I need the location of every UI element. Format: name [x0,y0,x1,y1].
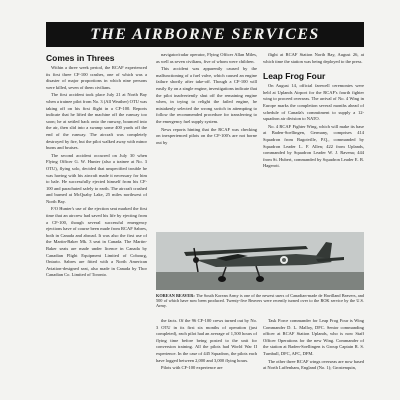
article-paragraph: Within a three week period, the RCAF experienced its first three CF-100 crashes, one of which was a disaster of major proportions in which nine persons were killed, seven of them civilians. [46,65,147,90]
article-paragraph: News reports hinting that the RCAF was checking on inexperienced pilots on the CF-100's are not borne out by [156,126,257,145]
article-paragraph: Task Force commander for Leap Frog Four is Wing Commander D. L. Malloy, DFC. Senior commanding officer at RCAF Station Uplands, who is now Staff Officer Operations for the new Wing. Commander of the station at Baden-Soellingen is Group Captain R. S. Turnbull, DFC, AFC, DFM. [263,318,364,356]
article-paragraph: The second accident occurred on July 30 when Flying Officer G. W. Hunter (also a trainee at No. 3 OTU), flying solo, decided that unspecified trouble he was having with his aircraft made it necessary for him to bale. He successfully ejected himself from his CF-100 and parachuted safely to earth. The aircraft crashed and burned at McQuaby Lake, 25 miles northwest of North Bay. [46,152,147,204]
article-heading: Comes in Threes [46,53,115,63]
section-title: THE AIRBORNE SERVICES [90,25,320,43]
article-paragraph: the facts. Of the 96 CF-100 crews turned out by No. 3 OTU in its first six months of operation (just completed), each pilot had an average of 1,500 hours of flying time before being posted to the unit for conversion training. All the pilots had World War II experience. In the case of 445 Squadron, the pilots each have logged between 2,000 and 3,000 flying hours. [156,318,257,363]
column-1 [46,52,147,400]
caption-lead: KOREAN BEAVER: [156,293,195,298]
column-2 [156,52,257,232]
section-banner [46,22,364,47]
article-paragraph: The first accident took place July 21 at North Bay when a trainee pilot from No. 3 (All Weather) OTU was taking off on his first flight in a CF-100. Reports indicate that he lifted the machine off the runway too soon; he at settled back onto the runway, bounced into the air, then slid into a swamp some 400 yards off the end of the runway. The aircraft was completely destroyed by fire, but the pilot walked away with minor burns and bruises. [46,92,147,151]
article-paragraph: Pilots with CF-100 experience are [161,365,223,371]
article-paragraph: No. 4 RCAF Fighter Wing, which will make its base at Baden-Soellingen, Germany, comprises 414 Squadron from Bagotville, P.Q., commanded by Squadron Leader L. F. Allen; 422 from Uplands, commanded by Squadron Leader W. J. Ravena; 444 from St. Hubert, commanded by Squadron Leader E. B. Hagerott. [263,123,364,169]
beaver-aircraft-photo [156,232,364,290]
column-2-continued [156,318,257,400]
aircraft-illustration [156,232,364,290]
column-3-continued [263,318,364,400]
article-paragraph: The other three RCAF wings overseas are now based at North Luffenham, England (No. 1); Grostenquin, [263,358,364,371]
article-paragraph: This accident was apparently caused by the malfunctioning of a fuel valve, which caused an engine failure shortly after take-off. Though a CF-100 will easily fly on a single engine, investigations indicate that the pilot inadvertently shut off the remaining engine when, in trying to relight the failed engine, he mistakenly selected the wrong switch in attempting to follow the recommended procedure for transferring to the emergency fuel supply system. [156,66,257,124]
article-paragraph: flight at RCAF Station North Bay, August 26, at which time the station was being deployed to the press. [263,52,364,64]
article-paragraph: F/O Hunter's use of the ejection seat marked the first time that an aircrew had saved his life by ejecting from a CF-100, though several successful emergency ejections have of course been made from RCAF Sabres, both in Canada and abroad. It was also the first use of the Martin-Baker Mk. 3 seat in Canada. The Martin-Baker seats are made under licence in Canada by Canadian Flight Equipment Limited of Cobourg, Ontario. Sabres are fitted with a North American Aviation-designed seat, also made in Canada by Thor Canadian Co. Limited of Toronto. [46,206,147,278]
photo-caption [156,293,364,316]
caption-text: The South Korean Army is one of the newest users of Canadian-made de Havilland Beavers, and 500 of which have now been produced. Twenty-five Beavers were recently turned over to the ROK service by the U.S. Army. [156,293,364,309]
article-heading: Leap Frog Four [263,71,326,82]
article-paragraph: navigator/radar operator, Flying Officer Allan Miles, as well as seven civilians, five of whom were children. [156,52,257,64]
article-paragraph: On August 14, official farewell ceremonies were held at Uplands Airport for the RCAF's fourth fighter wing to proceed overseas. The arrival of No. 4 Wing in Europe marks the completion several months ahead of schedule of Canada's commitment to supply a 12-squadron air division to NATO. [263,83,364,122]
